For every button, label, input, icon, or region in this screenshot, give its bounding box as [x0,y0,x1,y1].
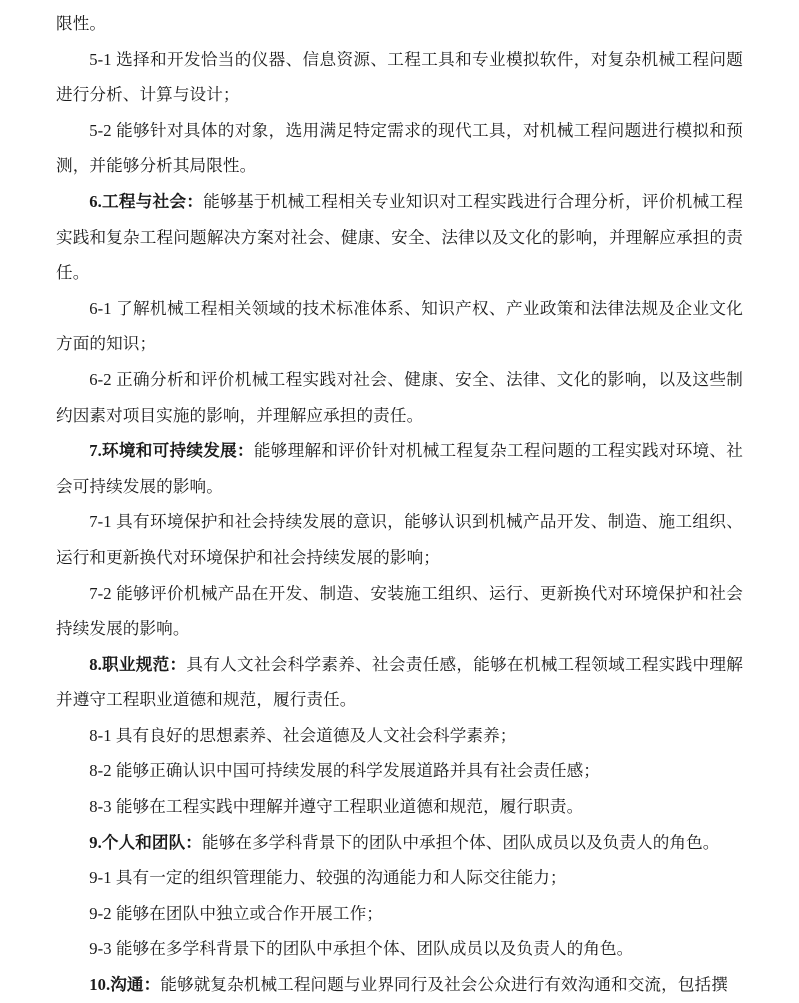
paragraph-text: 9-2 能够在团队中独立或合作开展工作； [89,903,383,923]
paragraph-text: 9-3 能够在多学科背景下的团队中承担个体、团队成员以及负责人的角色。 [89,939,634,959]
paragraph [56,184,743,291]
paragraph [56,504,743,575]
paragraph-text: 7-1 具有环境保护和社会持续发展的意识，能够认识到机械产品开发、制造、施工组织、运行和更新换代对环境保护和社会持续发展的影响； [56,512,743,567]
paragraph-text: 9-1 具有一定的组织管理能力、较强的沟通能力和人际交往能力； [89,868,567,888]
paragraph [56,896,743,932]
paragraph-text: 8-1 具有良好的思想素养、社会道德及人文社会科学素养； [89,725,517,745]
paragraph-text: 限性。 [56,14,107,33]
paragraph [56,718,743,754]
paragraph [56,6,743,42]
paragraph-lead: 6.工程与社会： [89,191,204,211]
paragraph [56,113,743,184]
paragraph-text: 具有人文社会科学素养、社会责任感，能够在机械工程领域工程实践中理解并遵守工程职业道德和规范，履行责任。 [56,654,743,710]
paragraph-text: 7-2 能够评价机械产品在开发、制造、安装施工组织、运行、更新换代对环境保护和社会持续发展的影响。 [56,583,743,639]
paragraph-text: 8-2 能够正确认识中国可持续发展的科学发展道路并具有社会责任感； [89,761,600,781]
paragraph-lead: 9.个人和团队： [89,832,202,852]
paragraph-text: 能够理解和评价针对机械工程复杂工程问题的工程实践对环境、社会可持续发展的影响。 [56,441,743,496]
paragraph [56,825,743,861]
paragraph-text: 能够在多学科背景下的团队中承担个体、团队成员以及负责人的角色。 [202,832,720,852]
paragraph [56,647,743,718]
paragraph-text: 8-3 能够在工程实践中理解并遵守工程职业道德和规范，履行职责。 [89,797,584,817]
paragraph [56,931,743,967]
paragraph [56,753,743,789]
paragraph [56,433,743,504]
paragraph-lead: 7.环境和可持续发展： [89,441,254,461]
paragraph-lead: 8.职业规范： [89,654,187,674]
paragraph-text: 5-2 能够针对具体的对象，选用满足特定需求的现代工具，对机械工程问题进行模拟和预测，并能够分析其局限性。 [56,120,743,176]
paragraph [56,860,743,896]
paragraph-text: 能够基于机械工程相关专业知识对工程实践进行合理分析，评价机械工程实践和复杂工程问题解决方案对社会、健康、安全、法律以及文化的影响，并理解应承担的责任。 [56,191,743,283]
paragraph-text: 6-1 了解机械工程相关领域的技术标准体系、知识产权、产业政策和法律法规及企业文化方面的知识； [56,298,743,354]
paragraph [56,42,743,113]
document-body [56,6,743,1003]
paragraph [56,576,743,647]
paragraph-lead: 10.沟通： [89,975,161,995]
paragraph [56,362,743,433]
paragraph [56,291,743,362]
paragraph-text: 5-1 选择和开发恰当的仪器、信息资源、工程工具和专业模拟软件，对复杂机械工程问题进行分析、计算与设计； [56,49,743,105]
paragraph [56,789,743,825]
paragraph-text: 能够就复杂机械工程问题与业界同行及社会公众进行有效沟通和交流，包括撰 [160,975,728,995]
paragraph-text: 6-2 正确分析和评价机械工程实践对社会、健康、安全、法律、文化的影响，以及这些制约因素对项目实施的影响，并理解应承担的责任。 [56,369,743,425]
paragraph [56,967,743,1003]
